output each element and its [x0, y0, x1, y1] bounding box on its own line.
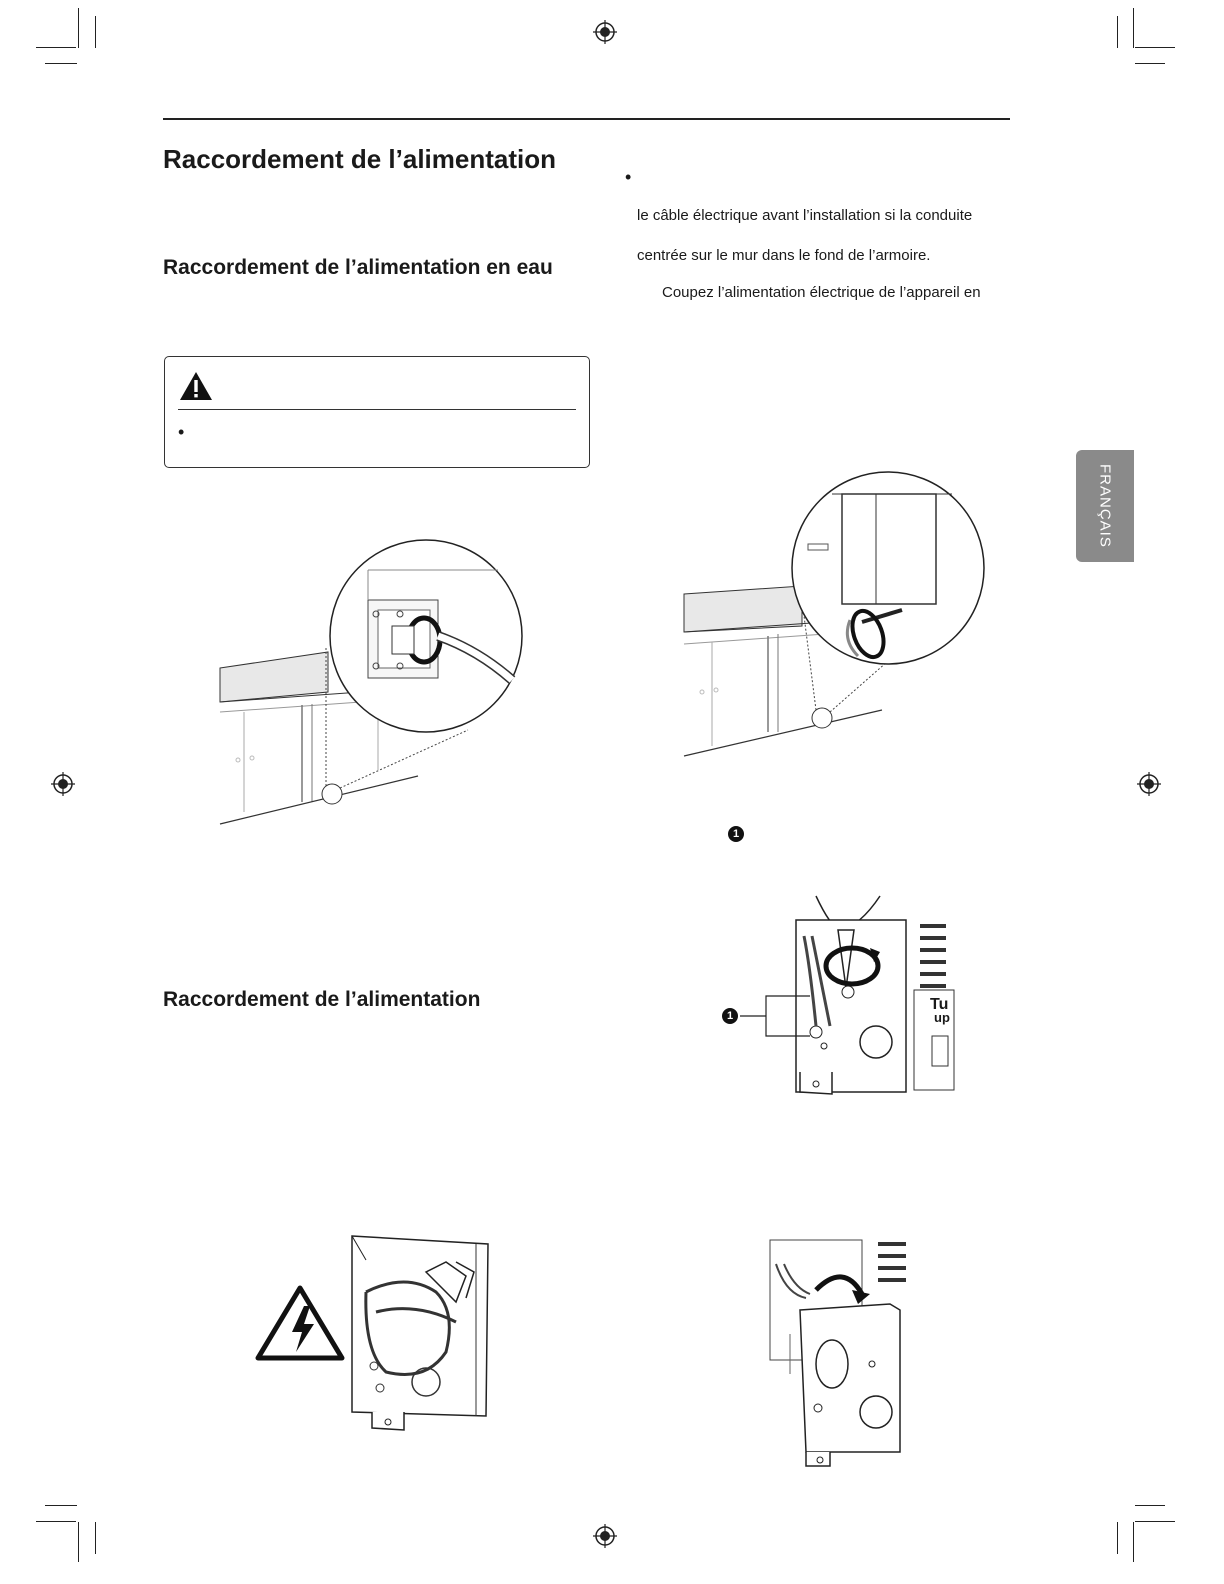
- label-fragment-up: up: [934, 1010, 950, 1025]
- registration-mark-right: [1137, 772, 1161, 796]
- language-tab: [1076, 450, 1134, 562]
- step-badge: 1: [728, 826, 744, 842]
- right-line-2: centrée sur le mur dans le fond de l’armoire.: [637, 247, 931, 264]
- callout-badge: 1: [722, 1008, 738, 1024]
- caution-box: [164, 356, 590, 468]
- cover-rotation-figure: [766, 1234, 916, 1468]
- water-connection-figure: [218, 540, 528, 830]
- label-fragment-tu: Tu: [930, 996, 949, 1013]
- screws-figure: [720, 896, 952, 1108]
- header-rule: [163, 118, 1010, 120]
- junction-box-figure: [256, 1232, 496, 1434]
- registration-mark-top: [593, 20, 617, 44]
- registration-mark-left: [51, 772, 75, 796]
- registration-mark-bottom: [593, 1524, 617, 1548]
- water-connection-heading: Raccordement de l’alimentation en eau: [163, 256, 553, 279]
- language-tab-label: FRANÇAIS: [1096, 464, 1114, 548]
- warning-triangle-icon: [179, 371, 213, 401]
- right-line-1: le câble électrique avant l’installation si la conduite: [637, 207, 973, 224]
- right-bullet: •: [625, 167, 632, 187]
- cover-removal-figure: [682, 470, 992, 760]
- right-line-3: Coupez l’alimentation électrique de l’appareil en: [662, 284, 981, 301]
- caution-divider: [178, 409, 576, 410]
- page-title: Raccordement de l’alimentation: [163, 144, 556, 174]
- power-connection-heading: Raccordement de l’alimentation: [163, 988, 481, 1011]
- caution-bullet: •: [178, 422, 185, 442]
